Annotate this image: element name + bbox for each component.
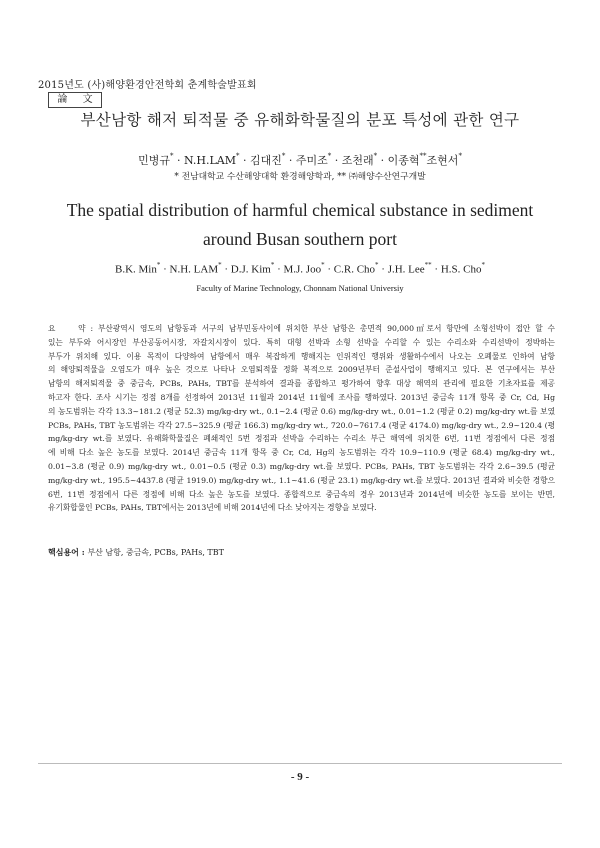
- english-affiliation: Faculty of Marine Technology, Chonnam National Universiy: [196, 283, 404, 293]
- author-mark: *: [458, 152, 462, 161]
- author-separator: ·: [173, 154, 184, 167]
- page-number: - 9 -: [290, 771, 310, 783]
- author-mark: *: [169, 152, 174, 161]
- abstract-line: mg/kg-dry wt., 195.5~4437.8 (평균 1919.0) mg/kg-dry wt., 1.1~41.6 (평균 23.1) mg/kg-dry wt.를 보였다. 2013년 결과와 비슷한 경향으: [48, 475, 555, 485]
- author-mark: *: [235, 152, 240, 161]
- author-separator: ·: [431, 263, 441, 276]
- author-mark: **: [424, 261, 432, 269]
- conference-header: 2015년도 (사)해양환경안전학회 춘계학술발표회: [38, 80, 257, 91]
- author-name: J.H. Lee: [387, 263, 425, 276]
- author-name: C.R. Cho: [333, 263, 376, 276]
- abstract-line: 유기화합물인 PCBs, PAHs, TBT에서는 2013년에 비해 2014년에 다소 낮아지는 경향을 보였다.: [48, 503, 377, 513]
- author-mark: *: [218, 261, 222, 269]
- author-name: B.K. Min: [114, 263, 157, 276]
- author-name: D.J. Kim: [230, 263, 271, 276]
- author-mark: *: [321, 261, 325, 269]
- author-separator: ·: [239, 154, 250, 167]
- author-mark: *: [327, 152, 332, 161]
- author-separator: ·: [377, 154, 388, 167]
- author-mark: *: [375, 261, 379, 269]
- abstract: [48, 322, 555, 515]
- author-name: N.H.LAM: [183, 154, 236, 167]
- abstract-line: 의 해양퇴적물을 오염도가 매우 높은 것으로 나타나 오염퇴적물 정화 복적으로 2009년부터 준설사업이 행해지고 있다. 본 연구에서는 부산: [48, 365, 555, 375]
- keywords: [48, 547, 224, 558]
- paper-type-label: 論 文: [48, 92, 102, 108]
- korean-affiliation: * 전남대학교 수산해양대학 환경해양학과, ** ㈜해양수산연구개발: [174, 172, 426, 182]
- author-separator: ·: [221, 263, 231, 276]
- abstract-line: PCBs, PAHs, TBT 농도범위는 각각 27.5~325.9 (평균 166.3) mg/kg-dry wt., 720.0~7617.4 (평균 4174.0) mg/kg-dry wt., 2.9~120.4 (평: [48, 420, 555, 430]
- author-name: M.J. Joo: [283, 263, 322, 276]
- english-title: [0, 196, 600, 254]
- author-mark: *: [270, 261, 275, 269]
- korean-authors: [0, 152, 600, 168]
- english-authors: [0, 262, 600, 276]
- author-name: 조현서: [426, 154, 459, 167]
- abstract-line: mg/kg-dry wt.를 보였다. 유해화학물질은 폐쇄적인 5번 정점과 선박을 수리하는 수리소 부근 해역에 위치한 6번, 11번 정점에서 다른 정점: [48, 434, 555, 444]
- abstract-line: 0.01~3.8 (평균 0.9) mg/kg-dry wt., 0.01~0.5 (평균 0.3) mg/kg-dry wt.를 보였다. PCBs, PAHs, TBT 농도범위는 각각 2.6~39.5 (평균: [48, 461, 555, 471]
- author-name: 주미조: [295, 154, 328, 167]
- author-mark: *: [156, 261, 161, 269]
- author-name: 조천래: [341, 154, 374, 167]
- abstract-line: 의 농도범위는 각각 13.3~181.2 (평균 52.3) mg/kg-dry wt., 0.1~2.4 (평균 0.6) mg/kg-dry wt., 0.01~1.2 (평균 0.2) mg/kg-dry wt.를 보였: [48, 406, 555, 416]
- author-name: N.H. LAM: [169, 263, 219, 276]
- author-separator: ·: [324, 263, 334, 276]
- footer-rule: [38, 763, 562, 764]
- abstract-line: 있는 부두와 어시장인 부산공동어시장, 자갈치시장이 있다. 특히 대형 선박과 소형 선박을 수리할 수 있는 수리소와 수리선박이 정박하는: [48, 337, 555, 347]
- keywords-value: 부산 남항, 중금속, PCBs, PAHs, TBT: [87, 548, 224, 557]
- author-mark: *: [481, 261, 485, 269]
- abstract-line: 부두가 위치해 있다. 이용 목적이 다양하여 남항에서 매우 복잡하게 행해지는 인위적인 행위와 생활하수에서 나오는 오폐물로 인하여 남항: [48, 351, 555, 361]
- author-separator: ·: [285, 154, 296, 167]
- author-name: H.S. Cho: [440, 263, 482, 276]
- abstract-line: 6번, 11번 정점에서 다른 정점에 비해 다소 높은 농도를 보였다. 종합적으로 중금속의 경우 2013년과 2014년에 비슷한 농도를 보이는 반면,: [48, 489, 555, 499]
- abstract-line: 요 약 : 부산광역시 영도의 남항동과 서구의 남부민동사이에 위치한 부산 남항은 총면적 90,000㎡로서 항만에 소형선박이 접안 할 수: [48, 324, 555, 333]
- english-title-line: around Busan southern port: [203, 229, 397, 249]
- author-name: 김대진: [249, 154, 282, 167]
- author-separator: ·: [160, 263, 170, 276]
- abstract-line: 에 비해 다소 높은 농도를 보였다. 2014년 중금속 11개 항목 중 Cr, Cd, Hg의 농도범위는 각각 10.9~110.9 (평균 68.4) mg/kg-dry wt.,: [48, 448, 555, 458]
- author-mark: *: [373, 152, 378, 161]
- author-mark: *: [281, 152, 286, 161]
- korean-title: 부산남항 해저 퇴적물 중 유해화학물질의 분포 특성에 관한 연구: [80, 111, 520, 129]
- abstract-line: 하고자 한다. 조사 시기는 정점 8개를 선정하여 2013년 11월과 2014년 11월에 조사를 행하였다. 2013년 중금속 11개 항목 중 Cr, Cd, Hg: [48, 392, 555, 402]
- abstract-line: 남항의 해저퇴적물 중 중금속, PCBs, PAHs, TBT를 분석하여 결과를 종합하고 평가하여 향후 대상 해역의 관리에 필요한 기초자료를 제공: [48, 379, 555, 389]
- author-mark: **: [419, 152, 427, 161]
- english-title-line: The spatial distribution of harmful chemical substance in sediment: [66, 200, 534, 220]
- author-name: 이종혁: [387, 154, 420, 167]
- keywords-label: 핵심용어 :: [48, 547, 88, 557]
- author-separator: ·: [331, 154, 342, 167]
- author-name: 민병규: [138, 154, 170, 167]
- author-separator: ·: [378, 263, 388, 276]
- author-separator: ·: [274, 263, 284, 276]
